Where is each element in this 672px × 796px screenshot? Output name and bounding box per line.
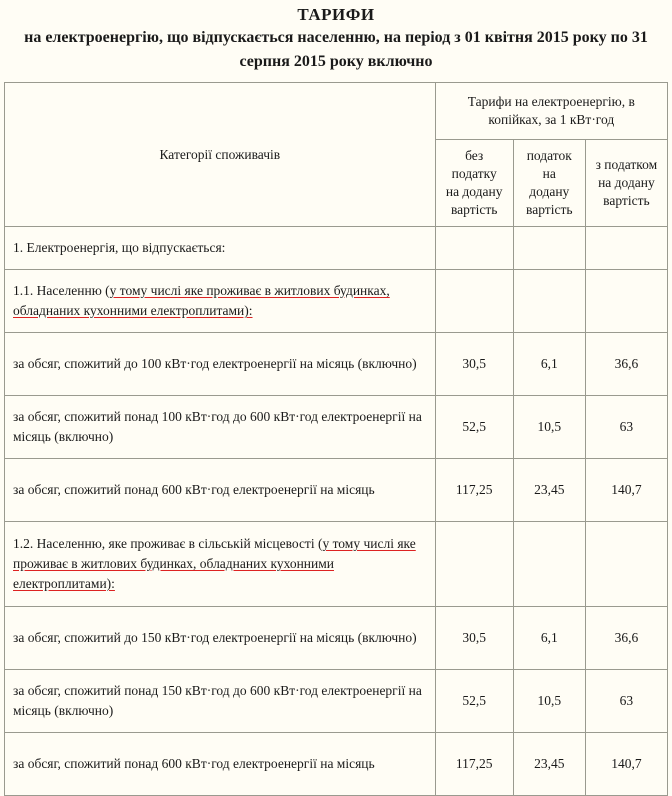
row-value-with-vat: 140,7	[585, 459, 667, 522]
column-header-category: Категорії споживачів	[5, 83, 436, 227]
row-value-without-vat	[435, 522, 513, 607]
row-label-underlined: у тому числі яке проживає в житлових будинках, обладнаних кухонними електроплитами):	[13, 536, 416, 591]
row-label: за обсяг, спожитий понад 100 кВт·год до 600 кВт·год електроенергії на місяць (включно)	[5, 396, 436, 459]
table-row	[5, 459, 668, 522]
page-subtitle: на електроенергію, що відпускається населенню, на період з 01 квітня 2015 року по 31 серпня 2015 року включно	[24, 29, 648, 70]
row-value-without-vat: 52,5	[435, 396, 513, 459]
row-value-vat: 6,1	[513, 333, 585, 396]
row-label-plain: 1.2. Населенню, яке проживає в сільській місцевості (	[13, 536, 323, 551]
table-row	[5, 227, 668, 270]
table-row	[5, 607, 668, 670]
row-value-vat	[513, 227, 585, 270]
row-label	[5, 522, 436, 607]
column-header-vat: податок на додану вартість	[513, 140, 585, 227]
document-title-block	[0, 0, 672, 74]
row-value-vat: 10,5	[513, 670, 585, 733]
column-header-tariffs: Тарифи на електроенергію, в копійках, за 1 кВт·год	[435, 83, 667, 140]
row-value-vat: 10,5	[513, 396, 585, 459]
row-value-without-vat: 117,25	[435, 733, 513, 796]
page-title: ТАРИФИ	[297, 5, 375, 24]
row-label: за обсяг, спожитий понад 600 кВт·год електроенергії на місяць	[5, 733, 436, 796]
column-header-without-vat: без податку на додану вартість	[435, 140, 513, 227]
row-label: за обсяг, спожитий до 150 кВт·год електроенергії на місяць (включно)	[5, 607, 436, 670]
row-label-plain: 1.1. Населенню (	[13, 283, 110, 298]
table-row	[5, 270, 668, 333]
row-value-with-vat: 63	[585, 670, 667, 733]
table-header	[5, 83, 668, 227]
table-row	[5, 333, 668, 396]
row-label: за обсяг, спожитий понад 600 кВт·год електроенергії на місяць	[5, 459, 436, 522]
row-value-with-vat	[585, 522, 667, 607]
row-value-with-vat	[585, 270, 667, 333]
table-row	[5, 733, 668, 796]
column-header-with-vat: з податком на додану вартість	[585, 140, 667, 227]
row-value-without-vat: 117,25	[435, 459, 513, 522]
row-label-underlined: у тому числі яке проживає в житлових будинках, обладнаних кухонними електроплитами):	[13, 283, 390, 318]
row-value-with-vat: 36,6	[585, 333, 667, 396]
row-value-with-vat: 36,6	[585, 607, 667, 670]
table-row	[5, 396, 668, 459]
row-label	[5, 270, 436, 333]
row-value-with-vat: 140,7	[585, 733, 667, 796]
table-row	[5, 670, 668, 733]
row-value-without-vat	[435, 227, 513, 270]
row-value-without-vat: 52,5	[435, 670, 513, 733]
table-body	[5, 227, 668, 796]
row-value-vat: 23,45	[513, 733, 585, 796]
row-label: за обсяг, спожитий понад 150 кВт·год до 600 кВт·год електроенергії на місяць (включно)	[5, 670, 436, 733]
row-value-without-vat	[435, 270, 513, 333]
row-value-with-vat: 63	[585, 396, 667, 459]
row-label: за обсяг, спожитий до 100 кВт·год електроенергії на місяць (включно)	[5, 333, 436, 396]
row-value-vat: 23,45	[513, 459, 585, 522]
row-value-vat	[513, 270, 585, 333]
table-row	[5, 522, 668, 607]
tariffs-table	[4, 82, 668, 796]
row-value-vat: 6,1	[513, 607, 585, 670]
row-value-with-vat	[585, 227, 667, 270]
row-value-without-vat: 30,5	[435, 333, 513, 396]
row-value-without-vat: 30,5	[435, 607, 513, 670]
row-value-vat	[513, 522, 585, 607]
row-label: 1. Електроенергія, що відпускається:	[5, 227, 436, 270]
table-header-row-1	[5, 83, 668, 140]
